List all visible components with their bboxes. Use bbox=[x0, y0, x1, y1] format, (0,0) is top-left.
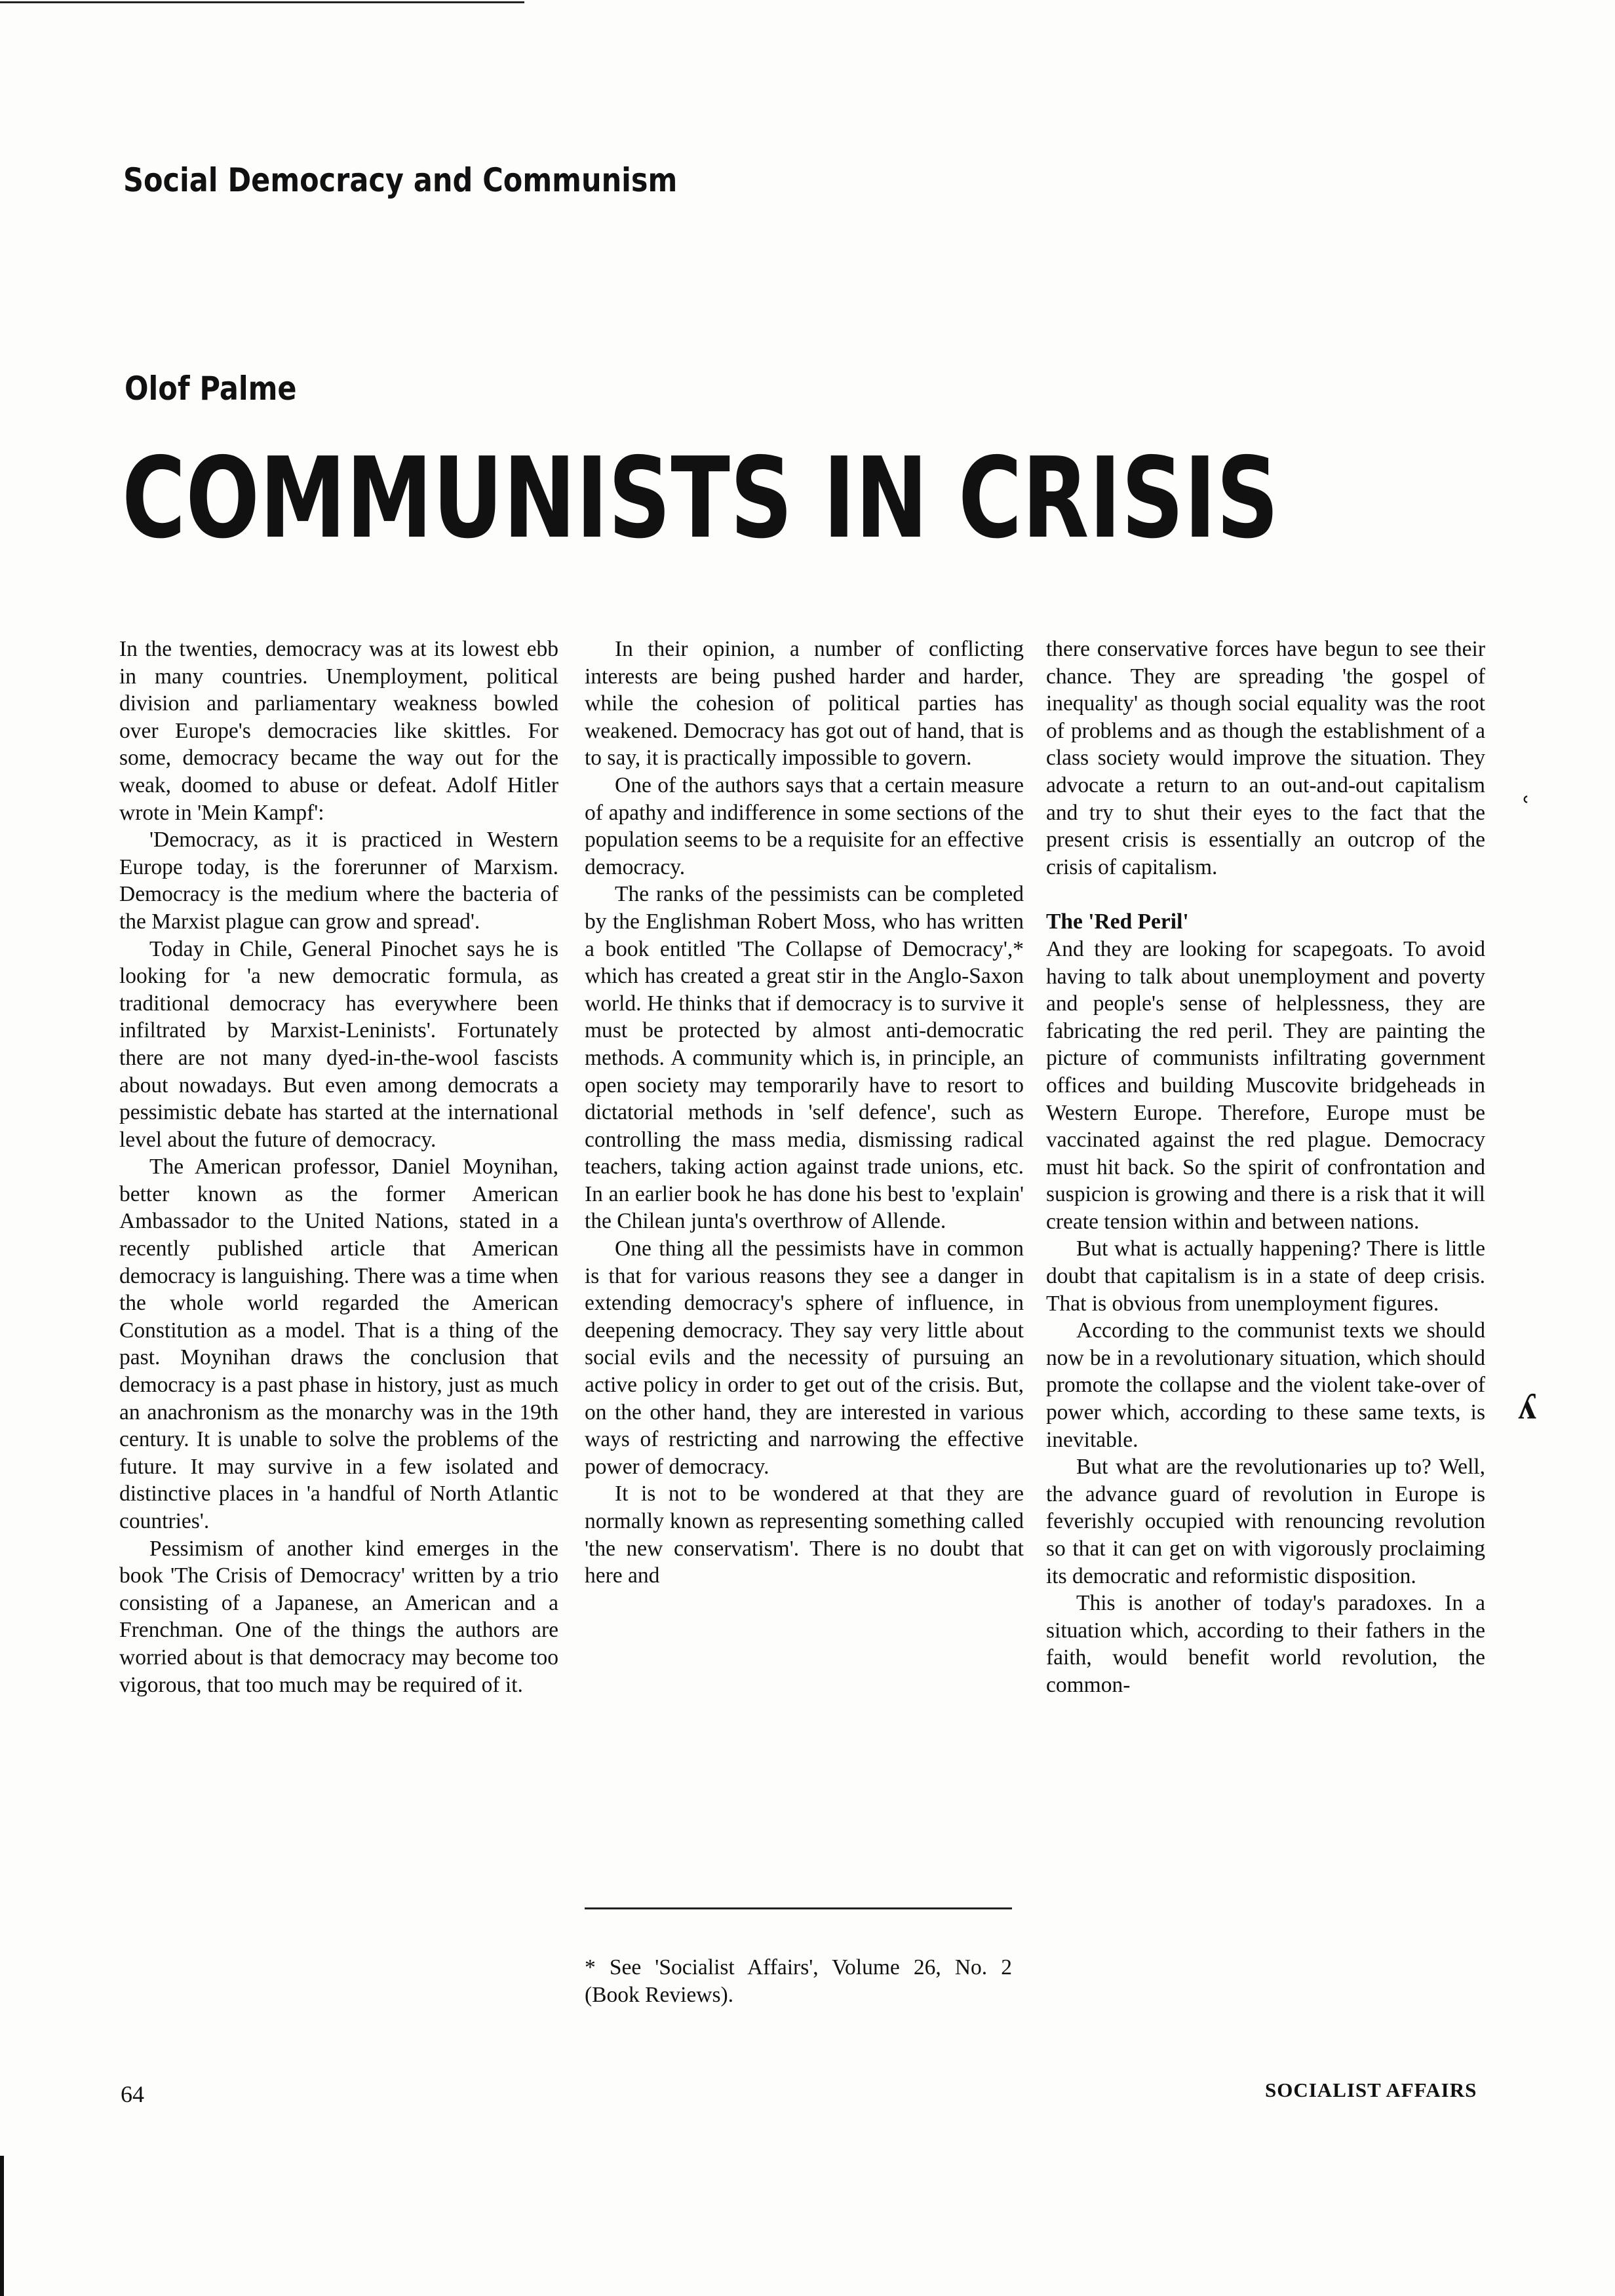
paragraph: Pessimism of another kind emerges in the book 'The Crisis of Democracy' written by a trio consisting of a Japanese, an American and a Frenchman. One of the things the authors are worried about is that democracy may become too vigorous, that too much may be required of it. bbox=[119, 1536, 558, 1697]
paragraph: This is another of today's paradoxes. In a situation which, according to their fathers in the faith, would benefit world revolution, the common- bbox=[1046, 1591, 1485, 1697]
paragraph: But what are the revolutionaries up to? Well, the advance guard of revolution in Europe is feverishly occupied with renouncing revolution so that it can get on with vigorously proclaiming its democratic and reformistic disposition. bbox=[1046, 1455, 1485, 1588]
author-name: Olof Palme bbox=[125, 370, 297, 408]
paragraph: One thing all the pessimists have in common is that for various reasons they see a danger in extending democracy's sphere of influence, in deepening democracy. They say very little about social evils and the necessity of pursuing an active policy in order to get out of the crisis. But, on the other hand, they are interested in various ways of restricting and narrowing the effective power of democracy. bbox=[585, 1236, 1024, 1479]
paragraph: According to the communist texts we should now be in a revolutionary situation, which should promote the collapse and the violent take-over of power which, according to these same texts, is inevitable. bbox=[1046, 1318, 1485, 1452]
paragraph: One of the authors says that a certain measure of apathy and indifference in some sections of the population seems to be a requisite for an effective democracy. bbox=[585, 773, 1024, 879]
article-column-1 bbox=[119, 636, 558, 1698]
page-number: 64 bbox=[121, 2081, 144, 2107]
paragraph: And they are looking for scapegoats. To avoid having to talk about unemployment and poverty and people's sense of helplessness, they are fabricating the red peril. They are painting the picture of communists infiltrating government offices and building Muscovite bridgeheads in Western Europe. Therefore, Europe must be vaccinated against the red plague. Democracy must hit back. So the spirit of confrontation and suspicion is growing and there is a risk that it will create tension within and between nations. bbox=[1046, 936, 1485, 1234]
article-column-2 bbox=[585, 636, 1024, 1590]
section-title: Social Democracy and Communism bbox=[123, 161, 678, 199]
article-headline: COMMUNISTS IN CRISIS bbox=[122, 434, 1279, 564]
journal-name: SOCIALIST AFFAIRS bbox=[1265, 2078, 1477, 2101]
margin-mark: ʎ bbox=[1518, 1387, 1536, 1427]
footnote: * See 'Socialist Affairs', Volume 26, No. 2 (Book Reviews). bbox=[585, 1955, 1012, 2007]
scan-edge-mark bbox=[0, 2156, 4, 2296]
paragraph: The ranks of the pessimists can be completed by the Englishman Robert Moss, who has written a book entitled 'The Collapse of Democracy',* which has created a great stir in the Anglo-Saxon world. He thinks that if democracy is to survive it must be protected by almost anti-democratic methods. A community which is, in principle, an open society may temporarily have to resort to dictatorial methods in 'self defence', such as controlling the mass media, dismissing radical teachers, taking action against trade unions, etc. In an earlier book he has done his best to 'explain' the Chilean junta's overthrow of Allende. bbox=[585, 882, 1024, 1234]
paragraph: there conservative forces have begun to see their chance. They are spreading 'the gospel of inequality' as though social equality was the root of problems and as though the establishment of a class society would improve the situation. They advocate a return to an out-and-out capitalism and try to shut their eyes to the fact that the present crisis is essentially an outcrop of the crisis of capitalism. bbox=[1046, 637, 1485, 879]
paragraph: It is not to be wondered at that they are normally known as representing something called 'the new conservatism'. There is no doubt that here and bbox=[585, 1482, 1024, 1588]
article-column-3 bbox=[1046, 636, 1485, 1699]
footnote-rule bbox=[585, 1907, 1012, 1909]
margin-mark: ʿ bbox=[1519, 790, 1532, 831]
subheading-red-peril: The 'Red Peril' bbox=[1046, 909, 1189, 934]
paragraph: But what is actually happening? There is little doubt that capitalism is in a state of deep crisis. That is obvious from unemployment figures. bbox=[1046, 1236, 1485, 1316]
paragraph: 'Democracy, as it is practiced in Western Europe today, is the forerunner of Marxism. Democracy is the medium where the bacteria of the Marxist plague can grow and spread'. bbox=[119, 828, 558, 934]
paragraph: In their opinion, a number of conflicting interests are being pushed harder and harder, while the cohesion of political parties has weakened. Democracy has got out of hand, that is to say, it is practically impossible to govern. bbox=[585, 637, 1024, 771]
paragraph: In the twenties, democracy was at its lowest ebb in many countries. Unemployment, political division and parliamentary weakness bowled over Europe's democracies like skittles. For some, democracy became the way out for the weak, doomed to abuse or defeat. Adolf Hitler wrote in 'Mein Kampf': bbox=[119, 637, 558, 825]
top-rule bbox=[0, 1, 524, 3]
paragraph: The American professor, Daniel Moynihan, better known as the former American Ambassador to the United Nations, stated in a recently published article that American democracy is languishing. There was a time when the whole world regarded the American Constitution as a model. That is a thing of the past. Moynihan draws the conclusion that democracy is a past phase in history, just as much an anachronism as the monarchy was in the 19th century. It is unable to solve the problems of the future. It may survive in a few isolated and distinctive places in 'a handful of North Atlantic countries'. bbox=[119, 1155, 558, 1533]
paragraph: Today in Chile, General Pinochet says he is looking for 'a new democratic formula, as traditional democracy has everywhere been infiltrated by Marxist-Leninists'. Fortunately there are not many dyed-in-the-wool fascists about nowadays. But even among democrats a pessimistic debate has started at the international level about the future of democracy. bbox=[119, 936, 558, 1152]
